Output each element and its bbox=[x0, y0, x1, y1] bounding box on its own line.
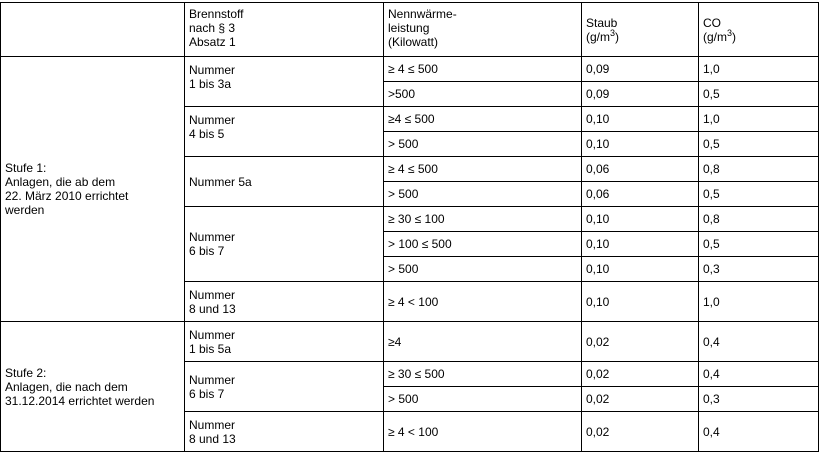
co-cell: 0,5 bbox=[699, 232, 819, 257]
fuel-cell: Nummer 8 und 13 bbox=[185, 282, 384, 322]
power-cell: ≥ 4 ≤ 500 bbox=[384, 157, 582, 182]
co-cell: 0,8 bbox=[699, 157, 819, 182]
header-dust-unit: $(g/m^3)$ bbox=[586, 27, 620, 44]
stage2-label-cell: Stufe 2: Anlagen, die nach dem 31.12.2014 errichtet werden bbox=[1, 322, 185, 452]
power-cell: ≥ 4 ≤ 500 bbox=[384, 57, 582, 82]
dust-cell: 0,10 bbox=[582, 107, 699, 132]
co-cell: 0,4 bbox=[699, 322, 819, 362]
header-row bbox=[1, 3, 819, 57]
dust-cell: 0,10 bbox=[582, 132, 699, 157]
emission-limits-table bbox=[0, 2, 819, 452]
header-dust-label: Staub bbox=[586, 15, 618, 30]
power-cell: ≥ 4 < 100 bbox=[384, 412, 582, 452]
dust-cell: 0,09 bbox=[582, 57, 699, 82]
dust-cell: 0,06 bbox=[582, 157, 699, 182]
power-cell: > 100 ≤ 500 bbox=[384, 232, 582, 257]
table-row bbox=[1, 57, 819, 82]
co-cell: 1,0 bbox=[699, 107, 819, 132]
co-cell: 0,5 bbox=[699, 132, 819, 157]
fuel-cell: Nummer 8 und 13 bbox=[185, 412, 384, 452]
fuel-cell: Nummer 6 bis 7 bbox=[185, 362, 384, 412]
header-co-cell bbox=[699, 3, 819, 57]
fuel-cell: Nummer 6 bis 7 bbox=[185, 207, 384, 282]
co-cell: 0,3 bbox=[699, 257, 819, 282]
co-cell: 0,4 bbox=[699, 412, 819, 452]
power-cell: ≥ 4 < 100 bbox=[384, 282, 582, 322]
header-dust-cell bbox=[582, 3, 699, 57]
co-cell: 0,5 bbox=[699, 82, 819, 107]
fuel-cell: Nummer 4 bis 5 bbox=[185, 107, 384, 157]
power-cell: ≥4 bbox=[384, 322, 582, 362]
header-co-unit: $(g/m^3)$ bbox=[703, 27, 737, 44]
power-cell: ≥4 ≤ 500 bbox=[384, 107, 582, 132]
power-cell: > 500 bbox=[384, 387, 582, 412]
co-cell: 1,0 bbox=[699, 282, 819, 322]
dust-cell: 0,10 bbox=[582, 232, 699, 257]
dust-cell: 0,02 bbox=[582, 322, 699, 362]
header-power-cell: Nennwärme- leistung (Kilowatt) bbox=[384, 3, 582, 57]
dust-cell: 0,09 bbox=[582, 82, 699, 107]
fuel-cell: Nummer 1 bis 5a bbox=[185, 322, 384, 362]
power-cell: > 500 bbox=[384, 182, 582, 207]
dust-cell: 0,02 bbox=[582, 412, 699, 452]
dust-cell: 0,10 bbox=[582, 282, 699, 322]
co-cell: 0,5 bbox=[699, 182, 819, 207]
co-cell: 0,4 bbox=[699, 362, 819, 387]
power-cell: ≥ 30 ≤ 500 bbox=[384, 362, 582, 387]
dust-cell: 0,10 bbox=[582, 207, 699, 232]
stage1-label-cell: Stufe 1: Anlagen, die ab dem 22. März 2010 errichtet werden bbox=[1, 57, 185, 322]
power-cell: >500 bbox=[384, 82, 582, 107]
co-cell: 0,3 bbox=[699, 387, 819, 412]
dust-cell: 0,02 bbox=[582, 387, 699, 412]
power-cell: ≥ 30 ≤ 100 bbox=[384, 207, 582, 232]
header-fuel-cell: Brennstoff nach § 3 Absatz 1 bbox=[185, 3, 384, 57]
dust-cell: 0,06 bbox=[582, 182, 699, 207]
fuel-cell: Nummer 1 bis 3a bbox=[185, 57, 384, 107]
co-cell: 1,0 bbox=[699, 57, 819, 82]
fuel-cell: Nummer 5a bbox=[185, 157, 384, 207]
co-cell: 0,8 bbox=[699, 207, 819, 232]
power-cell: > 500 bbox=[384, 257, 582, 282]
table-row bbox=[1, 322, 819, 362]
dust-cell: 0,10 bbox=[582, 257, 699, 282]
header-co-label: CO bbox=[703, 15, 721, 30]
header-stage-cell bbox=[1, 3, 185, 57]
power-cell: > 500 bbox=[384, 132, 582, 157]
dust-cell: 0,02 bbox=[582, 362, 699, 387]
